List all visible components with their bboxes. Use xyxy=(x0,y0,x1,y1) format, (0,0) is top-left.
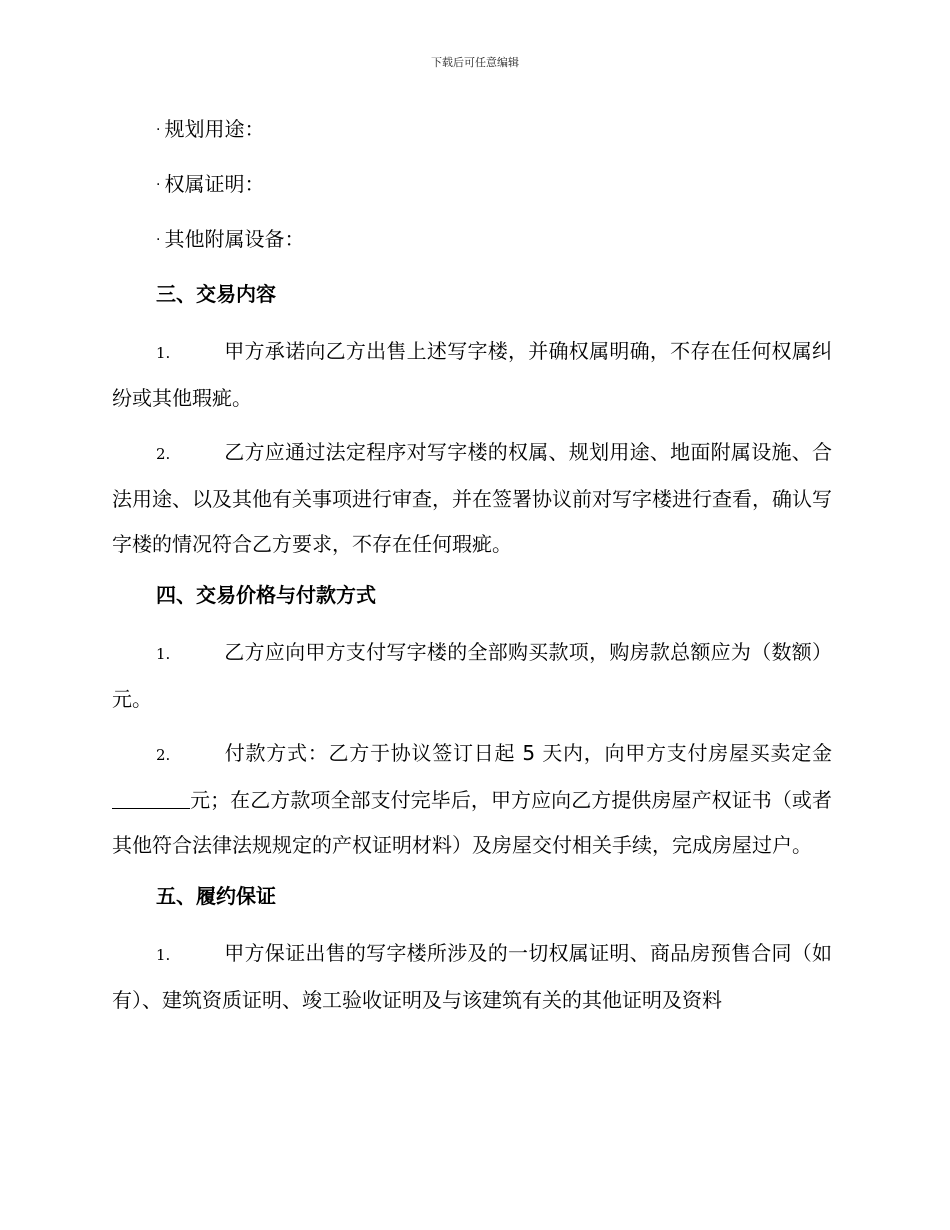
bullet-dot: · xyxy=(156,122,161,138)
deposit-amount-blank xyxy=(112,788,190,809)
bullet-dot: · xyxy=(156,177,161,193)
document-body xyxy=(112,110,832,1032)
section4-item-1 xyxy=(112,630,832,722)
bullet-label: 规划用途： xyxy=(164,117,265,141)
section4-item-2 xyxy=(112,731,832,868)
page-header: 下载后可任意编辑 xyxy=(431,56,519,69)
item-text: 甲方承诺向乙方出售上述写字楼，并确权属明确，不存在任何权属纠纷或其他瑕疵。 xyxy=(112,339,832,410)
item-text: 乙方应通过法定程序对写字楼的权属、规划用途、地面附属设施、合法用途、以及其他有关事项进行审查，并在签署协议前对写字楼进行查看，确认写字楼的情况符合乙方要求，不存在任何瑕疵。 xyxy=(112,440,832,556)
item-text: 甲方保证出售的写字楼所涉及的一切权属证明、商品房预售合同（如有）、建筑资质证明、竣工验收证明及与该建筑有关的其他证明及资料 xyxy=(112,941,832,1012)
bullet-other-equipment xyxy=(112,220,832,259)
item-text-after: 元；在乙方款项全部支付完毕后，甲方应向乙方提供房屋产权证书（或者其他符合法律法规规定的产权证明材料）及房屋交付相关手续，完成房屋过户。 xyxy=(112,788,832,857)
section3-item-2 xyxy=(112,430,832,567)
section-heading-3: 三、交易内容 xyxy=(156,282,276,306)
bullet-planning-use xyxy=(112,110,832,149)
bullet-ownership-proof xyxy=(112,165,832,204)
item-number: 1. xyxy=(156,946,171,964)
item-number: 2. xyxy=(156,445,171,463)
section5-item-1 xyxy=(112,931,832,1023)
item-number: 2. xyxy=(156,746,171,764)
bullet-dot: · xyxy=(156,232,161,248)
item-number: 1. xyxy=(156,645,171,663)
section-heading-4: 四、交易价格与付款方式 xyxy=(156,583,376,607)
item-text: 乙方应向甲方支付写字楼的全部购买款项，购房款总额应为（数额）元。 xyxy=(112,640,832,711)
item-text-before: 付款方式：乙方于协议签订日起 5 天内，向甲方支付房屋买卖定金 xyxy=(224,741,832,765)
item-number: 1. xyxy=(156,344,171,362)
section3-item-1 xyxy=(112,329,832,421)
section-heading-5: 五、履约保证 xyxy=(156,884,276,908)
bullet-label: 其他附属设备： xyxy=(164,227,305,251)
bullet-label: 权属证明： xyxy=(164,172,265,196)
